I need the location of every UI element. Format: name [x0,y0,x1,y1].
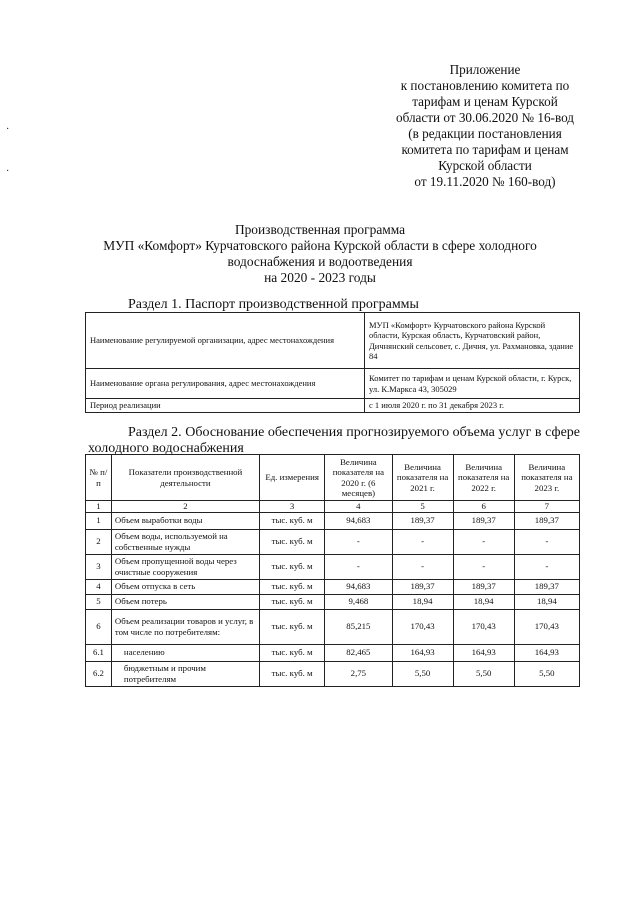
passport-value: МУП «Комфорт» Курчатовского района Курской области, Курская область, Курчатовский район, Дичнянский сельсовет, с. Дичня, ул. Рахмановка, здание 84 [365,313,580,369]
header-2021: Величина показателя на 2021 г. [392,455,453,501]
row-unit: тыс. куб. м [259,644,324,661]
table-row [86,512,580,529]
row-value-2023: 164,93 [514,644,579,661]
row-value-2020: - [325,529,392,554]
row-name: Объем потерь [111,594,259,609]
row-value-2021: 5,50 [392,661,453,686]
scan-mark: · [6,166,10,177]
row-unit: тыс. куб. м [259,661,324,686]
passport-value: с 1 июля 2020 г. по 31 декабря 2023 г. [365,399,580,413]
appendix-line: от 19.11.2020 № 160-вод) [414,174,556,189]
row-value-2021: 164,93 [392,644,453,661]
header-2022: Величина показателя на 2022 г. [453,455,514,501]
row-value-2020: 94,683 [325,512,392,529]
section1-heading: Раздел 1. Паспорт производственной программы [128,297,419,312]
row-value-2021: - [392,529,453,554]
row-value-2020: 9,468 [325,594,392,609]
section2-heading: Раздел 2. Обоснование обеспечения прогнозируемого объема услуг в сфере холодного водоснабжения [88,425,580,456]
title-line: на 2020 - 2023 годы [264,270,376,285]
row-name: Объем выработки воды [111,512,259,529]
header-2023: Величина показателя на 2023 г. [514,455,579,501]
row-name: бюджетным и прочим потребителям [111,661,259,686]
row-value-2021: 189,37 [392,579,453,594]
row-value-2022: 18,94 [453,594,514,609]
row-value-2020: - [325,554,392,579]
row-value-2020: 82,465 [325,644,392,661]
title-line: МУП «Комфорт» Курчатовского района Курской области в сфере холодного [103,238,537,253]
row-name: Объем пропущенной воды через очистные сооружения [111,554,259,579]
appendix-line: области от 30.06.2020 № 16-вод [395,110,575,125]
appendix-line: к постановлению комитета по [400,78,570,93]
row-unit: тыс. куб. м [259,529,324,554]
passport-table [85,312,580,413]
row-value-2023: - [514,554,579,579]
table-row [86,661,580,686]
indicators-table [85,454,580,687]
row-num: 3 [86,554,112,579]
passport-row [86,313,580,369]
appendix-line: комитета по тарифам и ценам [401,142,569,157]
row-num: 1 [86,512,112,529]
row-num: 6.2 [86,661,112,686]
row-value-2023: 5,50 [514,661,579,686]
row-value-2022: 5,50 [453,661,514,686]
header-num: № п/п [86,455,112,501]
row-num: 6 [86,609,112,644]
row-value-2021: 170,43 [392,609,453,644]
row-unit: тыс. куб. м [259,609,324,644]
table-row [86,579,580,594]
header-2020: Величина показателя на 2020 г. (6 месяцев) [325,455,392,501]
table-row [86,594,580,609]
row-value-2023: - [514,529,579,554]
row-unit: тыс. куб. м [259,579,324,594]
row-name: Объем отпуска в сеть [111,579,259,594]
appendix-line: тарифам и ценам Курской [412,94,558,109]
appendix-line: (в редакции постановления [408,126,562,141]
row-value-2023: 189,37 [514,579,579,594]
row-num: 6.1 [86,644,112,661]
appendix-line: Приложение [449,62,521,77]
row-value-2021: - [392,554,453,579]
row-name: Объем реализации товаров и услуг, в том числе по потребителям: [111,609,259,644]
row-value-2021: 189,37 [392,512,453,529]
document-title [60,222,580,286]
row-value-2022: - [453,529,514,554]
row-value-2020: 85,215 [325,609,392,644]
table-row [86,554,580,579]
row-num: 4 [86,579,112,594]
row-unit: тыс. куб. м [259,594,324,609]
column-number: 1 [86,501,112,513]
passport-label: Наименование органа регулирования, адрес местонахождения [86,369,365,399]
table-row [86,609,580,644]
header-name: Показатели производственной деятельности [111,455,259,501]
scan-mark: · [6,124,10,135]
row-value-2022: 164,93 [453,644,514,661]
title-line: Производственная программа [234,222,406,237]
passport-label: Период реализации [86,399,365,413]
row-num: 2 [86,529,112,554]
column-number-row [86,501,580,513]
column-number: 6 [453,501,514,513]
row-value-2023: 18,94 [514,594,579,609]
row-unit: тыс. куб. м [259,554,324,579]
passport-row [86,369,580,399]
row-name: населению [111,644,259,661]
header-unit: Ед. измерения [259,455,324,501]
passport-label: Наименование регулируемой организации, адрес местонахождения [86,313,365,369]
row-value-2021: 18,94 [392,594,453,609]
row-value-2020: 94,683 [325,579,392,594]
column-number: 2 [111,501,259,513]
title-line: водоснабжения и водоотведения [227,254,413,269]
row-num: 5 [86,594,112,609]
passport-value: Комитет по тарифам и ценам Курской области, г. Курск, ул. К.Маркса 43, 305029 [365,369,580,399]
column-number: 4 [325,501,392,513]
passport-row [86,399,580,413]
column-number: 5 [392,501,453,513]
row-value-2023: 189,37 [514,512,579,529]
row-value-2022: 189,37 [453,512,514,529]
row-value-2023: 170,43 [514,609,579,644]
table-row [86,529,580,554]
appendix-block [380,62,590,190]
row-name: Объем воды, используемой на собственные нужды [111,529,259,554]
row-value-2022: 170,43 [453,609,514,644]
table-row [86,644,580,661]
row-unit: тыс. куб. м [259,512,324,529]
row-value-2022: 189,37 [453,579,514,594]
column-number: 3 [259,501,324,513]
row-value-2020: 2,75 [325,661,392,686]
appendix-line: Курской области [438,158,532,173]
row-value-2022: - [453,554,514,579]
header-row [86,455,580,501]
column-number: 7 [514,501,579,513]
